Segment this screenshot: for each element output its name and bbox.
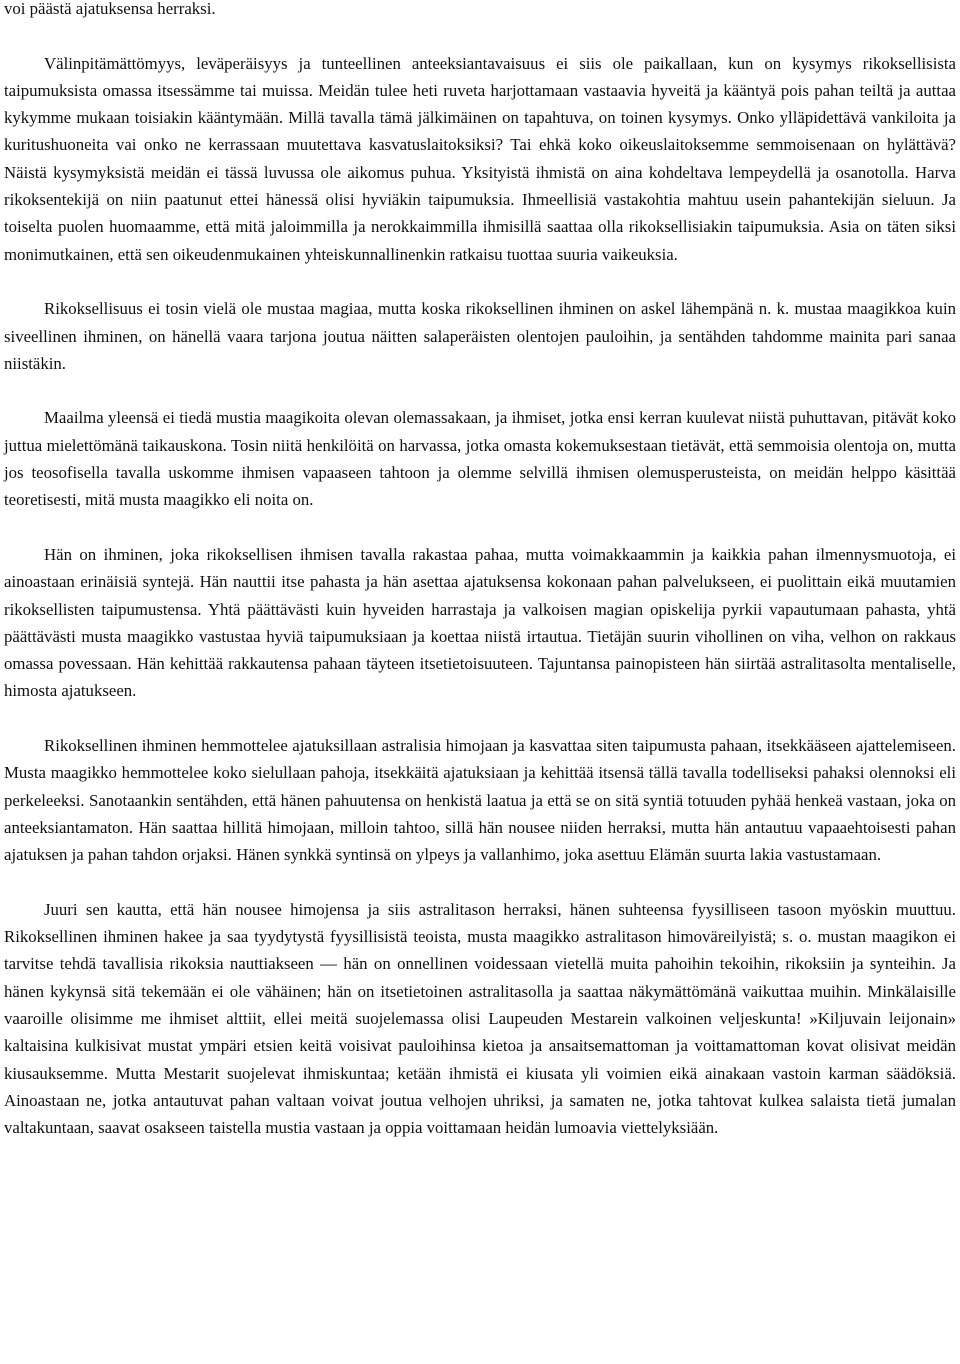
document-page	[4, 0, 956, 1169]
paragraph-criminality-magic: Rikoksellisuus ei tosin vielä ole mustaa magiaa, mutta koska rikoksellinen ihminen on askel lähempänä n. k. mustaa maagikkoa kuin siveellinen ihminen, on hänellä vaara tarjona joutua näitten salaperäisten olentojen pauloihin, ja sentähden tahdomme mainita pari sanaa niistäkin.	[4, 299, 956, 373]
paragraph-indifference: Välinpitämättömyys, leväperäisyys ja tunteellinen anteeksiantavaisuus ei siis ole paikallaan, kun on kysymys rikoksellisista taipumuksista omassa itsessämme tai muissa. Meidän tulee heti ruveta harjottamaan vastaavia hyveitä ja kääntyä pois pahan teiltä ja auttaa kykymme mukaan toisiakin kääntymään. Millä tavalla tämä jälkimäinen on tapahtuva, on toinen kysymys. Onko ylläpidettävä vankiloita ja kuritushuoneita vai onko ne kerrassaan muutettava kasvatuslaitoksiksi? Tai ehkä koko oikeuslaitoksemme semmoisenaan on hylättävä? Näistä kysymyksistä meidän ei tässä luvussa ole aikomus puhua. Yksityistä ihmistä on aina kohdeltava lempeydellä ja osanotolla. Harva rikoksentekijä on niin paatunut ettei hänessä olisi hyviäkin taipumuksia. Ihmeellisiä vastakohtia mahtuu usein pahantekijän sieluun. Ja toiselta puolen huomaamme, että mitä jaloimmilla ja nerokkaimmilla ihmisillä saattaa olla rikoksellisiakin taipumuksia. Asia on täten siksi monimutkainen, että sen oikeudenmukainen yhteiskunnallinenkin ratkaisu tuottaa suuria vaikeuksia.	[4, 53, 956, 264]
paragraph-evil-love: Hän on ihminen, joka rikoksellisen ihmisen tavalla rakastaa pahaa, mutta voimakkaammin ja kaikkia pahan ilmennysmuotoja, ei ainoastaan erinäisiä syntejä. Hän nauttii itse pahasta ja hän asettaa ajatuksensa kokonaan pahan palvelukseen, ei puolittain eikä muutamien rikoksellisten taipumustensa. Yhtä päättävästi kuin hyveiden harrastaja ja valkoisen magian opiskelija pyrkii vapautumaan pahasta, yhtä päättävästi musta maagikko vastustaa hyviä taipumuksiaan ja koettaa niistä irtautua. Tietäjän suurin vihollinen on viha, velhon on rakkaus omassa povessaan. Hän kehittää rakkautensa pahaan täyteen itsetietoisuuteen. Tajuntansa painopisteen hän siirtää astralitasolta mentaliselle, himosta ajatukseen.	[4, 544, 956, 701]
paragraph-continuation: voi päästä ajatuksensa herraksi.	[4, 0, 216, 18]
paragraph-criminal-thoughts: Rikoksellinen ihminen hemmottelee ajatuksillaan astralisia himojaan ja kasvattaa siten taipumusta pahaan, itsekkääseen ajattelemiseen. Musta maagikko hemmottelee koko sielullaan pahoja, itsekkäitä ajatuksiaan ja kehittää itsensä tällä tavalla todelliseksi pahaksi olennoksi eli perkeleeksi. Sanotaankin sentähden, että hänen pahuutensa on henkistä laatua ja että se on sitä syntiä totuuden pyhää henkeä vastaan, joka on anteeksiantamaton. Hän saattaa hillitä himojaan, milloin tahtoo, sillä hän nousee niiden herraksi, mutta hän antautuu vapaaehtoisesti pahan ajatuksen ja pahan tahdon orjaksi. Hänen synkkä syntinsä on ylpeys ja vallanhimo, joka asettuu Elämän suurta lakia vastustamaan.	[4, 736, 956, 865]
paragraph-black-magicians: Maailma yleensä ei tiedä mustia maagikoita olevan olemassakaan, ja ihmiset, jotka ensi kerran kuulevat niistä puhuttavan, pitävät koko juttua mielettömänä taikauskona. Tosin niitä henkilöitä on harvassa, jotka omasta kokemuksestaan tietävät, että semmoisia olentoja on, mutta jos teosofisella tavalla uskomme ihmisen vapaaseen tahtoon ja olemme selvillä ihmisen olemusperusteista, on meidän helppo käsittää teoretisesti, mitä musta maagikko eli noita on.	[4, 408, 956, 510]
paragraph-astral-mastery: Juuri sen kautta, että hän nousee himojensa ja siis astralitason herraksi, hänen suhteensa fyysilliseen tasoon myöskin muuttuu. Rikoksellinen ihminen hakee ja saa tyydytystä fyysillisistä teoista, musta maagikko astralitason himoväreilyistä; s. o. mustan maagikon ei tarvitse tehdä tavallisia rikoksia nauttiakseen — hän on onnellinen voidessaan vietellä muita pahoihin tekoihin, rikoksiin ja synteihin. Ja hänen kykynsä sitä tekemään ei ole vähäinen; hän on itsetietoinen astralitasolla ja saattaa näkymättömänä vaikuttaa muihin. Minkälaisille vaaroille olisimme me ihmiset alttiit, ellei meitä suojelemassa olisi Laupeuden Mestarein valkoinen veljeskunta! »Kiljuvain leijonain» kaltaisina kulkisivat mustat ympäri etsien keitä voisivat pauloihinsa kietoa ja ansaitsemattoman ja voittamattoman kovat olisivat meidän kiusauksemme. Mutta Mestarit suojelevat ihmiskuntaa; ketään ihmistä ei kiusata yli voimien eikä ainakaan vastoin karman säädöksiä. Ainoastaan ne, jotka antautuvat pahan valtaan voivat joutua velhojen uhriksi, ja samaten ne, jotka tahtovat kulkea salaista tietä jumalan valtakuntaan, saavat osakseen taistella mustia vastaan ja oppia voittamaan heidän lumoavia viettelyksiään.	[4, 899, 956, 1138]
